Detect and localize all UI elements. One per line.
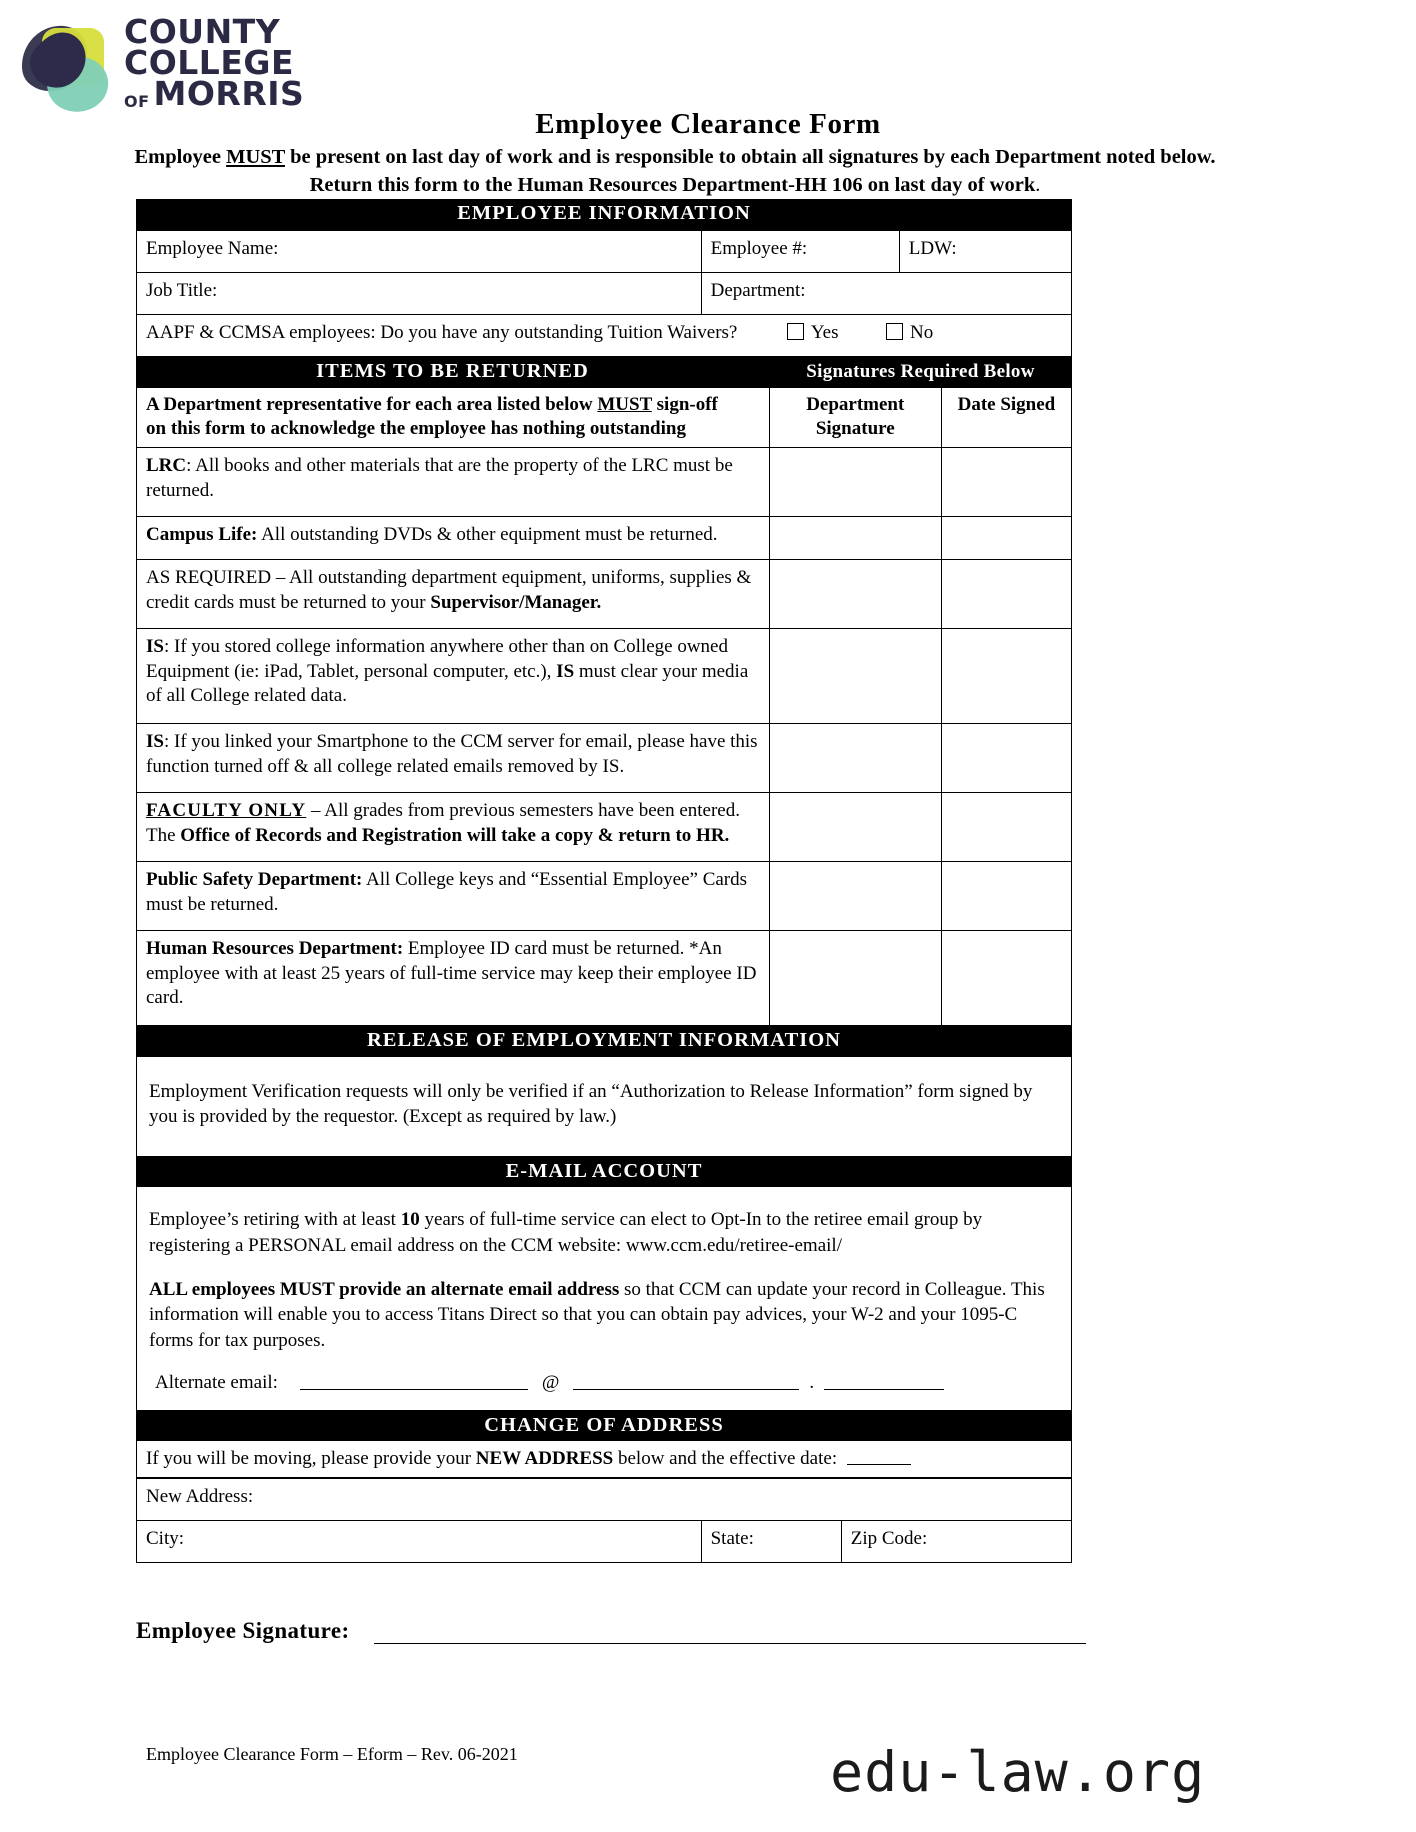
dot-symbol: . [809, 1371, 815, 1393]
instruction-line-2: on this form to acknowledge the employee has nothing outstanding [146, 418, 686, 440]
table-row [137, 930, 1072, 1025]
table-row [137, 447, 1072, 516]
item-lead-campus-life: Campus Life: [146, 523, 258, 545]
email-paragraph-1 [149, 1207, 1061, 1258]
email-para1-part-2: years of full-time service can elect to Opt-In to the retiree email group by registering a PERSONAL email address on the CCM website: www.ccm.edu/retiree-email/ [149, 1209, 983, 1256]
item-text-is-storage: : If you stored college information anywhere other than on College owned Equipment (ie: iPad, Tablet, personal computer, etc.), [146, 635, 728, 682]
signature-cell-is-storage[interactable] [769, 628, 941, 723]
date-cell-human-resources[interactable] [941, 930, 1071, 1025]
checkbox-yes[interactable] [787, 323, 804, 340]
item-row-as-required [137, 559, 770, 628]
alternate-email-local-input[interactable] [300, 1374, 528, 1390]
page-subtitle [130, 143, 1220, 200]
table-row [137, 792, 1072, 861]
instruction-part-2: sign-off [651, 393, 718, 415]
alternate-email-row [136, 1358, 1072, 1411]
table-row [137, 559, 1072, 628]
address-intro-part-1: If you will be moving, please provide your [146, 1448, 476, 1470]
city-field[interactable]: City: [137, 1521, 702, 1563]
employee-signature-input[interactable] [374, 1619, 1086, 1644]
table-row [137, 1521, 1072, 1563]
instruction-part-1: A Department representative for each area listed below [146, 393, 598, 415]
alternate-email-label: Alternate email: [155, 1371, 278, 1393]
employee-information-table [136, 230, 1072, 357]
date-cell-is-smartphone[interactable] [941, 723, 1071, 792]
address-table [136, 1478, 1072, 1563]
tuition-waiver-question: AAPF & CCMSA employees: Do you have any outstanding Tuition Waivers? [146, 321, 738, 343]
job-title-field[interactable]: Job Title: [137, 272, 702, 314]
item-row-human-resources [137, 930, 770, 1025]
instruction-must-emphasis: MUST [597, 393, 652, 415]
date-cell-public-safety[interactable] [941, 861, 1071, 930]
item-text-is-smartphone: : If you linked your Smartphone to the CCM server for email, please have this function turned off & all college related emails removed by IS. [146, 730, 758, 777]
column-header-date-signed: Date Signed [941, 387, 1071, 447]
at-symbol: @ [541, 1371, 560, 1393]
date-cell-is-storage[interactable] [941, 628, 1071, 723]
effective-date-input[interactable] [847, 1450, 911, 1465]
item-row-lrc [137, 447, 770, 516]
table-header-row [137, 387, 1072, 447]
change-of-address-intro [136, 1441, 1072, 1478]
logo-line-county: COUNTY [124, 12, 281, 51]
alternate-email-tld-input[interactable] [824, 1374, 944, 1390]
item-trail-supervisor-manager: Supervisor/Manager. [430, 591, 602, 613]
item-text-public-safety: All College keys and “Essential Employee” Cards must be returned. [146, 868, 748, 915]
checkbox-no-label: No [910, 321, 934, 343]
table-row [137, 1479, 1072, 1521]
checkbox-no[interactable] [886, 323, 903, 340]
signature-cell-as-required[interactable] [769, 559, 941, 628]
tuition-waiver-row [137, 314, 1072, 356]
signature-cell-campus-life[interactable] [769, 516, 941, 559]
address-intro-emphasis: NEW ADDRESS [475, 1448, 614, 1470]
item-text-faculty-only: – All grades from previous semesters have been entered. The [146, 799, 740, 846]
clearance-form [136, 199, 1072, 1563]
subtitle-period: . [1035, 174, 1041, 197]
column-header-department-signature: Department Signature [769, 387, 941, 447]
item-mid-is-emphasis: IS [556, 660, 575, 682]
item-text-lrc: : All books and other materials that are the property of the LRC must be returned. [146, 454, 733, 501]
zip-code-field[interactable]: Zip Code: [841, 1521, 1071, 1563]
alternate-email-domain-input[interactable] [573, 1374, 799, 1390]
subtitle-part-2: be present on last day of work and is responsible to obtain all signatures by each Department noted below. Return this form to the Human Resources Department-HH 106 on last day of work [284, 146, 1216, 197]
footer-revision-note: Employee Clearance Form – Eform – Rev. 06-2021 [146, 1744, 518, 1764]
employee-name-field[interactable]: Employee Name: [137, 230, 702, 272]
band-email-account: E-MAIL ACCOUNT [136, 1157, 1072, 1188]
item-lead-human-resources: Human Resources Department: [146, 937, 404, 959]
email-para2-emphasis: ALL employees MUST provide an alternate email address [149, 1278, 620, 1300]
band-release-of-employment-information: RELEASE OF EMPLOYMENT INFORMATION [136, 1026, 1072, 1057]
date-cell-campus-life[interactable] [941, 516, 1071, 559]
item-row-faculty-only [137, 792, 770, 861]
table-row [137, 230, 1072, 272]
item-text-as-required: – All outstanding department equipment, uniforms, supplies & credit cards must be returned to your [146, 566, 752, 613]
signature-cell-faculty-only[interactable] [769, 792, 941, 861]
item-text-is-storage-2: must clear your media of all College related data. [146, 660, 749, 707]
employee-signature-label: Employee Signature: [136, 1618, 350, 1643]
page-title: Employee Clearance Form [535, 108, 881, 140]
subtitle-part-1: Employee [134, 146, 227, 168]
item-lead-public-safety: Public Safety Department: [146, 868, 363, 890]
item-lead-is-storage: IS [146, 635, 164, 657]
item-trail-records-registration: Office of Records and Registration will take a copy & return to HR. [180, 824, 730, 846]
items-table [136, 387, 1072, 1026]
band-items-label: ITEMS TO BE RETURNED [316, 359, 589, 382]
table-row [137, 516, 1072, 559]
band-change-of-address: CHANGE OF ADDRESS [136, 1411, 1072, 1442]
logo-wordmark [124, 12, 305, 114]
date-cell-faculty-only[interactable] [941, 792, 1071, 861]
item-row-is-storage [137, 628, 770, 723]
item-lead-faculty-only: FACULTY ONLY [146, 799, 307, 821]
address-intro-part-2: below and the effective date: [613, 1448, 838, 1470]
table-row [137, 272, 1072, 314]
subtitle-must-emphasis: MUST [226, 146, 285, 168]
employee-number-field[interactable]: Employee #: [701, 230, 899, 272]
item-row-public-safety [137, 861, 770, 930]
band-employee-information: EMPLOYEE INFORMATION [136, 199, 1072, 230]
logo-line-morris: MORRIS [153, 74, 305, 114]
signature-cell-is-smartphone[interactable] [769, 723, 941, 792]
item-text-campus-life: All outstanding DVDs & other equipment must be returned. [257, 523, 718, 545]
item-lead-is-smartphone: IS [146, 730, 164, 752]
email-para1-part-1: Employee’s retiring with at least [149, 1209, 401, 1231]
signature-cell-lrc[interactable] [769, 447, 941, 516]
email-para1-years: 10 [400, 1209, 420, 1231]
item-row-is-smartphone [137, 723, 770, 792]
band-items-to-be-returned [136, 357, 1072, 387]
employee-signature-row [136, 1618, 1086, 1644]
date-cell-as-required[interactable] [941, 559, 1071, 628]
logo-line-of: OF [124, 92, 150, 112]
table-row [137, 723, 1072, 792]
date-cell-lrc[interactable] [941, 447, 1071, 516]
new-address-field[interactable]: New Address: [137, 1479, 1072, 1521]
table-row [137, 861, 1072, 930]
table-row [137, 314, 1072, 356]
item-text-human-resources: Employee ID card must be returned. *An employee with at least 25 years of full-time service may keep their employee ID card. [146, 937, 757, 1009]
ldw-field[interactable]: LDW: [899, 230, 1071, 272]
email-paragraph-2 [149, 1277, 1061, 1354]
signature-cell-human-resources[interactable] [769, 930, 941, 1025]
item-lead-lrc: LRC [146, 454, 187, 476]
watermark-text: edu-law.org [830, 1740, 1206, 1804]
item-row-campus-life [137, 516, 770, 559]
checkbox-yes-label: Yes [810, 321, 839, 343]
items-instruction-cell [137, 387, 770, 447]
release-paragraph: Employment Verification requests will only be verified if an “Authorization to Release Information” form signed by you is provided by the requestor. (Except as required by law.) [149, 1080, 1033, 1128]
logo-line-college: COLLEGE [124, 43, 294, 83]
state-field[interactable]: State: [701, 1521, 841, 1563]
department-field[interactable]: Department: [701, 272, 1071, 314]
email-account-body [136, 1187, 1072, 1357]
table-row [137, 628, 1072, 723]
item-lead-as-required: AS REQUIRED [146, 566, 272, 588]
email-para2-rest: so that CCM can update your record in Colleague. This information will enable you to access Titans Direct so that you can obtain pay advices, your W-2 and your 1095-C forms for tax purposes. [149, 1278, 1045, 1351]
signature-cell-public-safety[interactable] [769, 861, 941, 930]
release-information-body [136, 1057, 1072, 1157]
band-signatures-label: Signatures Required Below [806, 360, 1035, 382]
